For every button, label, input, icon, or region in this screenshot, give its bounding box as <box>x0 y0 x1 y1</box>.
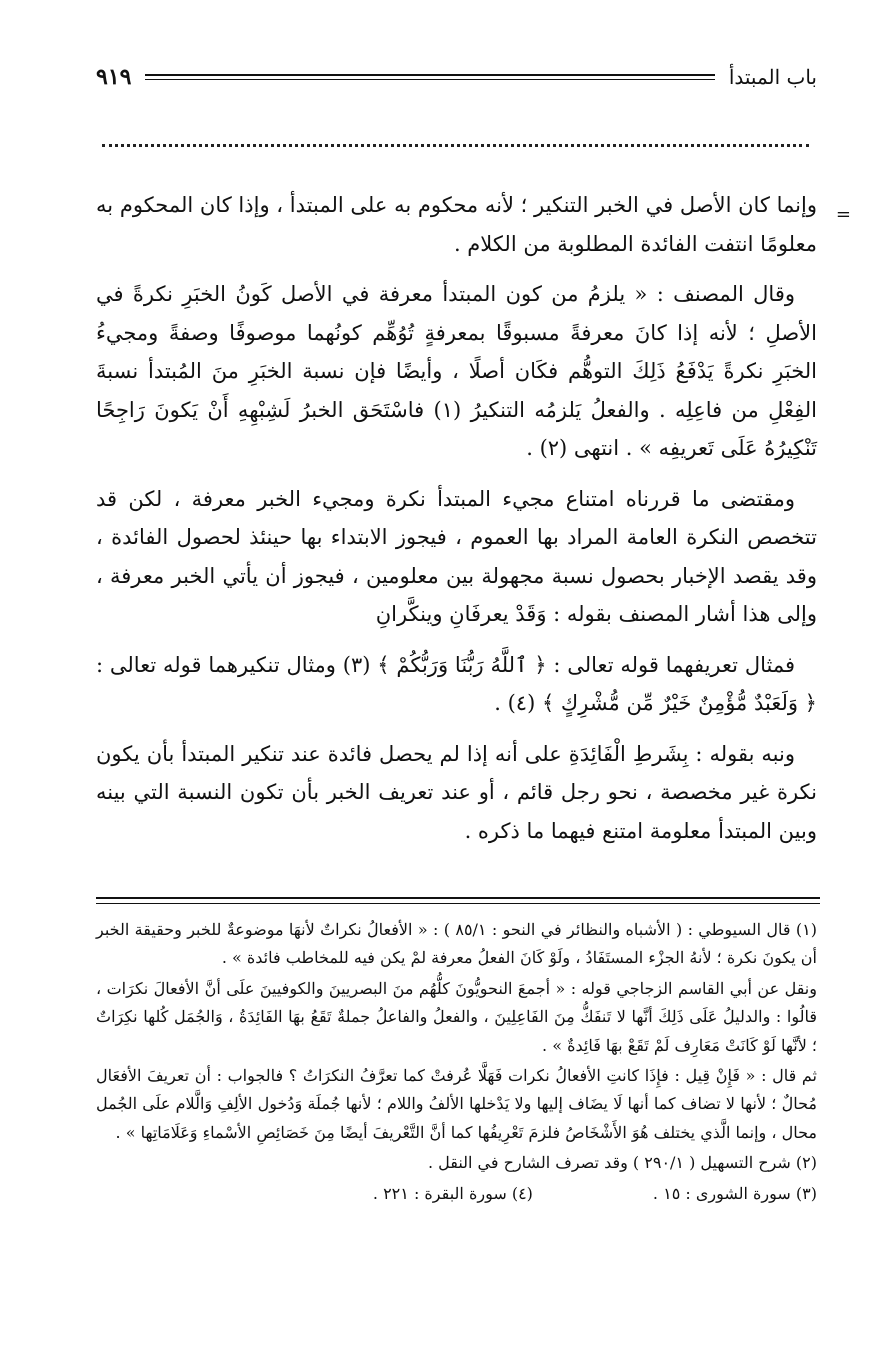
paragraph-4: فمثال تعريفهما قوله تعالى : ﴿ ٱللَّهُ رَبُّنَا وَرَبُّكُمْ ﴾ (٣) ومثال تنكيرهما قوله تعالى : ﴿ وَلَعَبْدٌ مُّؤْمِنٌ خَيْرٌ مِّن مُّشْرِكٍ ﴾ (٤) . <box>96 652 817 715</box>
footnote-4: (٤) سورة البقرة : ٢٢١ . <box>372 1183 533 1203</box>
footnote-3: (٣) سورة الشورى : ١٥ . <box>652 1183 817 1203</box>
dotted-separator <box>102 132 809 147</box>
footnote-rule <box>96 897 820 899</box>
paragraph-1: وإنما كان الأصل في الخبر التنكير ؛ لأنه محكوم به على المبتدأ ، وإذا كان المحكوم به معلومًا انتفت الفائدة المطلوبة من الكلام . <box>96 193 817 256</box>
footnote-rule-thin <box>96 903 820 904</box>
paragraph-5: ونبه بقوله : بِشَرطِ الْفَائِدَةِ على أنه إذا لم يحصل فائدة عند تنكير المبتدأ بأن يكون نكرة غير مخصصة ، نحو رجل قائم ، أو عند تعريف الخبر بأن تكون النسبة التي بينه وبين المبتدأ معلومة امتنع فيهما ما ذكره . <box>96 741 817 843</box>
main-text <box>96 186 851 862</box>
footnote-row <box>96 1180 817 1208</box>
running-header <box>96 62 817 92</box>
footnote-1: (١) قال السيوطي : ( الأشباه والنظائر في النحو : ٨٥/١ ) : « الأفعالُ نكراتٌ لأنهَا موضوعةٌ للخبر وحقيقة الخبر أن يكونَ نكرة ؛ لأنهُ الجزْء المستَفَادُ ، ولَوْ كَانَ الفعلُ معرفة لمْ يكن فيه للمخاطب فائدة » . <box>96 920 818 968</box>
paragraph-3: ومقتضى ما قررناه امتناع مجيء المبتدأ نكرة ومجيء الخبر معرفة ، لكن قد تتخصص النكرة العامة المراد بها العموم ، فيجوز الابتداء بها حينئذ لحصول الفائدة ، وقد يقصد الإخبار بحصول نسبة مجهولة بين معلومين ، فيجوز أن يأتي الخبر معرفة ، وإلى هذا أشار المصنف بقوله : وَقَدْ يعرفَانِ وينكَّرانِ <box>96 486 817 626</box>
chapter-title: باب المبتدأ <box>728 65 817 89</box>
footnotes <box>96 916 817 1208</box>
continuation-mark: = <box>835 204 851 225</box>
footnote-2: (٢) شرح التسهيل ( ٢٩٠/١ ) وقد تصرف الشارح في النقل . <box>427 1153 817 1173</box>
page-number: ٩١٩ <box>96 64 132 90</box>
footnote-1-cont-a: ونقل عن أبي القاسم الزجاجي قوله : « أجمعَ النحويُّونَ كلُّهُم منَ البصريينَ والكوفيينَ علَى أنَّ الأفعالَ نكرَات ، قالُوا : والدليلُ عَلَى ذَلِكَ أنَّها لا تَنفَكُّ مِنَ الفَاعِلِينَ ، والفعلُ والفاعلُ جملةٌ تَقَعُ بهَا الفَائِدَةُ ، وَالجُمَل كُلها نكِرَاتٌ ؛ لأنَّها لَوْ كَانَتْ مَعَارِف لَمْ تَقَعْ بهَا فَائِدةٌ » . <box>96 978 817 1055</box>
footnote-1-cont-b: ثم قال : « فَإِنْ قِيل : فإِذَا كانتِ الأفعالُ نكرات فَهَلَّا عُرفتْ كما تعرَّفُ النكرَاتُ ؟ فالجواب : أن تعريفَ الأفعَال مُحالٌ ؛ لأنها لا تضاف كما أنها لَا يضَاف إليها ولا يَدْخلها الألفُ واللام ؛ لأنها جُملَة وَدُخول الألِفِ وَالَّلام علَى الجُمل محال ، وإنما الَّذي يختلف هُوَ الأَشْخَاصُ فلزمَ تَعْرِيفُها كما أنَّ التَّعْريفَ أيضًا مِنَ خَصَائِصِ الأسْماءِ وَعَلَامَاتِها » . <box>96 1066 817 1142</box>
header-rule <box>145 74 714 80</box>
paragraph-2: وقال المصنف : « يلزمُ من كون المبتدأ معرفة في الأصل كَونُ الخبَرِ نكرةً في الأصلِ ؛ لأنه إذا كانَ معرفةً مسبوقًا بمعرفةٍ تُوُهِّم كونُهما موصوفًا وصفةً ومجيءُ الخبَرِ نكرةً يَدْفَعُ ذَلِكَ التوهُّم فكَان أصلًا ، وأيضًا فإن نسبة الخبَرِ منَ المُبتدأ نسبةَ الفِعْلِ من فاعِلِه . والفعلُ يَلزمُه التنكيرُ (١) فاسْتَحَق الخبرُ لَشِبْهِهِ أَنْ يَكونَ رَاجِحًا تَنْكِيرُهُ عَلَى تَعريفِه » . انتهى (٢) . <box>96 282 818 460</box>
